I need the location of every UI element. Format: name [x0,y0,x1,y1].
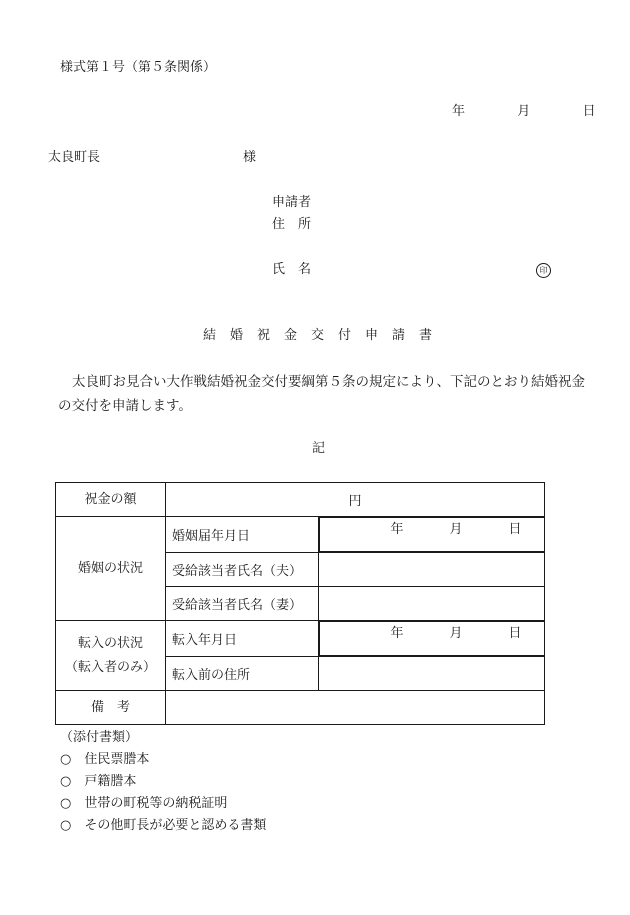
marriage-status-label: 婚姻の状況 [56,517,166,621]
movein-status-line2: （転入者のみ） [64,659,156,675]
movein-status-line1: 転入の状況 [77,635,143,651]
movein-date-value[interactable] [319,621,545,656]
wife-name-value[interactable] [319,587,545,621]
movein-day: 日 [508,626,522,641]
addressee-name: 太良町長 [48,150,101,165]
marriage-date-label: 婚姻届年月日 [166,517,319,553]
document-title: 結婚祝金交付申請書 [203,328,447,343]
applicant-name-label: 氏 名 [272,262,312,277]
husband-name-value[interactable] [319,553,545,587]
day-label: 日 [582,104,596,119]
application-table [55,482,545,725]
movein-month: 月 [449,626,463,641]
ki-label: 記 [312,441,326,456]
movein-year: 年 [390,626,404,641]
amount-label: 祝金の額 [56,483,166,517]
remarks-value[interactable] [166,691,545,725]
seal-mark [536,262,551,278]
wife-name-label: 受給該当者氏名（妻） [166,587,319,621]
movein-date-label: 転入年月日 [166,621,319,657]
applicant-address-label: 住 所 [272,217,312,232]
seal-icon: 印 [536,263,551,278]
form-number: 様式第１号（第５条関係） [60,60,217,75]
year-label: 年 [452,104,466,119]
amount-unit: 円 [348,494,362,509]
previous-address-label: 転入前の住所 [166,657,319,691]
attachment-item: ○ その他町長が必要と認める書類 [60,818,267,833]
applicant-label: 申請者 [272,195,312,210]
attachments-heading: （添付書類） [60,730,139,745]
date-line [452,104,596,120]
husband-name-label: 受給該当者氏名（夫） [166,553,319,587]
movein-status-label [56,621,166,691]
attachments-list [60,727,266,837]
remarks-label: 備 考 [56,691,166,725]
body-paragraph [58,370,598,418]
amount-row [56,483,545,517]
marriage-date-value[interactable] [319,517,545,552]
amount-value-cell[interactable] [166,483,545,517]
previous-address-value[interactable] [319,657,545,691]
addressee-honorific: 様 [243,150,257,165]
marriage-month: 月 [449,522,463,537]
movein-date-row [56,621,545,657]
attachment-item: ○ 戸籍謄本 [60,774,137,789]
attachment-item: ○ 住民票謄本 [60,752,150,767]
attachment-item: ○ 世帯の町税等の納税証明 [60,796,228,811]
month-label: 月 [517,104,531,119]
remarks-row [56,691,545,725]
marriage-year: 年 [390,522,404,537]
marriage-day: 日 [508,522,522,537]
body-text: 太良町お見合い大作戦結婚祝金交付要綱第５条の規定により、下記のとおり結婚祝金の交付を申請します。 [58,374,585,414]
marriage-date-row [56,517,545,553]
